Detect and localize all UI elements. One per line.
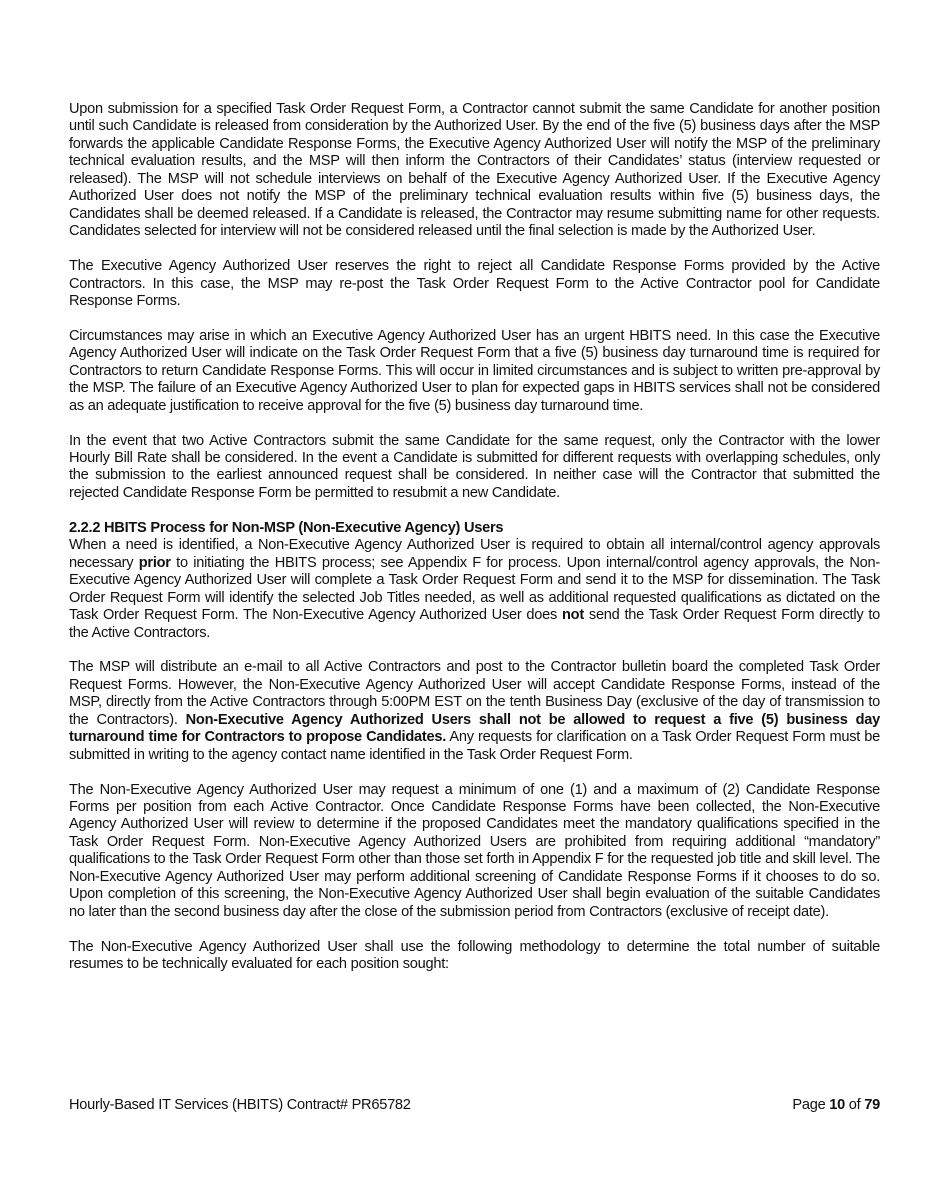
page-number: Page 10 of 79	[792, 1097, 880, 1113]
paragraph-reject-rights: The Executive Agency Authorized User reserves the right to reject all Candidate Response Forms provided by the Active Contractors. In this case, the MSP may re-post the Task Order Request Form to the Active Contractor pool for Candidate Response Forms.	[69, 258, 880, 309]
paragraph-msp-distribution: The MSP will distribute an e-mail to all Active Contractors and post to the Contractor bulletin board the completed Task Order Request Forms. However, the Non-Executive Agency Authorized User will accept Candidate Response Forms, instead of the MSP, directly from the Active Contractors through 5:00PM EST on the tenth Business Day (exclusive of the day of transmission to the Contractors). Non-Executive Agency Authorized Users shall not be allowed to request a five (5) business day turnaround time for Contractors to propose Candidates. Any requests for clarification on a Task Order Request Form must be submitted in writing to the agency contact name identified in the Task Order Request Form.	[69, 659, 881, 763]
paragraph-duplicate-candidate: In the event that two Active Contractors submit the same Candidate for the same request, only the Contractor with the lower Hourly Bill Rate shall be considered. In the event a Candidate is submitted for different requests with overlapping schedules, only the submission to the earliest announced request shall be considered. In neither case will the Contractor that submitted the rejected Candidate Response Form be permitted to resubmit a new Candidate.	[69, 432, 880, 501]
paragraph-candidate-submission: Upon submission for a specified Task Order Request Form, a Contractor cannot submit the same Candidate for another position until such Candidate is released from consideration by the Authorized User. By the end of the five (5) business days after the MSP forwards the applicable Candidate Response Forms, the Executive Agency Authorized User will notify the MSP of the preliminary technical evaluation results, and the MSP will then inform the Contractors of their Candidates’ status (interview requested or released). The MSP will not schedule interviews on behalf of the Executive Agency Authorized User. If the Executive Agency Authorized User does not notify the MSP of the preliminary technical evaluation results within five (5) business days, the Candidates shall be deemed released. If a Candidate is released, the Contractor may resume submitting name for other requests. Candidates selected for interview will not be considered released until the final selection is made by the Authorized User.	[69, 101, 880, 240]
paragraph-methodology: The Non-Executive Agency Authorized User shall use the following methodology to determine the total number of suitable resumes to be technically evaluated for each position sought:	[69, 938, 880, 973]
page-footer	[69, 1097, 880, 1114]
paragraph-non-msp-process: When a need is identified, a Non-Executive Agency Authorized User is required to obtain all internal/control agency approvals necessary prior to initiating the HBITS process; see Appendix F for process. Upon internal/control agency approvals, the Non-Executive Agency Authorized User will complete a Task Order Request Form and send it to the MSP for dissemination. The Task Order Request Form will identify the selected Job Titles needed, as well as additional requested qualifications as dictated on the Task Order Request Form. The Non-Executive Agency Authorized User does not send the Task Order Request Form directly to the Active Contractors.	[69, 537, 880, 641]
paragraph-response-forms-limit: The Non-Executive Agency Authorized User may request a minimum of one (1) and a maximum of (2) Candidate Response Forms per position from each Active Contractor. Once Candidate Response Forms have been collected, the Non-Executive Agency Authorized User will review to determine if the proposed Candidates meet the mandatory qualifications specified in the Task Order Request Form. Non-Executive Agency Authorized Users are prohibited from requiring additional “mandatory” qualifications to the Task Order Request Form other than those set forth in Appendix F for the requested job title and skill level. The Non-Executive Agency Authorized User may perform additional screening of Candidate Response Forms if it chooses to do so. Upon completion of this screening, the Non-Executive Agency Authorized User shall begin evaluation of the suitable Candidates no later than the second business day after the close of the submission period from Contractors (exclusive of receipt date).	[69, 781, 880, 920]
document-body	[69, 101, 880, 991]
section-heading: 2.2.2 HBITS Process for Non-MSP (Non-Executive Agency) Users	[69, 519, 504, 536]
paragraph-urgent-need: Circumstances may arise in which an Executive Agency Authorized User has an urgent HBITS need. In this case the Executive Agency Authorized User will indicate on the Task Order Request Form that a five (5) business day turnaround time is required for Contractors to return Candidate Response Forms. This will occur in limited circumstances and is subject to written pre-approval by the MSP. The failure of an Executive Agency Authorized User to plan for expected gaps in HBITS services shall not be considered as an adequate justification to receive approval for the five (5) business day turnaround time.	[69, 327, 880, 414]
footer-contract-title: Hourly-Based IT Services (HBITS) Contract# PR65782	[69, 1097, 411, 1113]
